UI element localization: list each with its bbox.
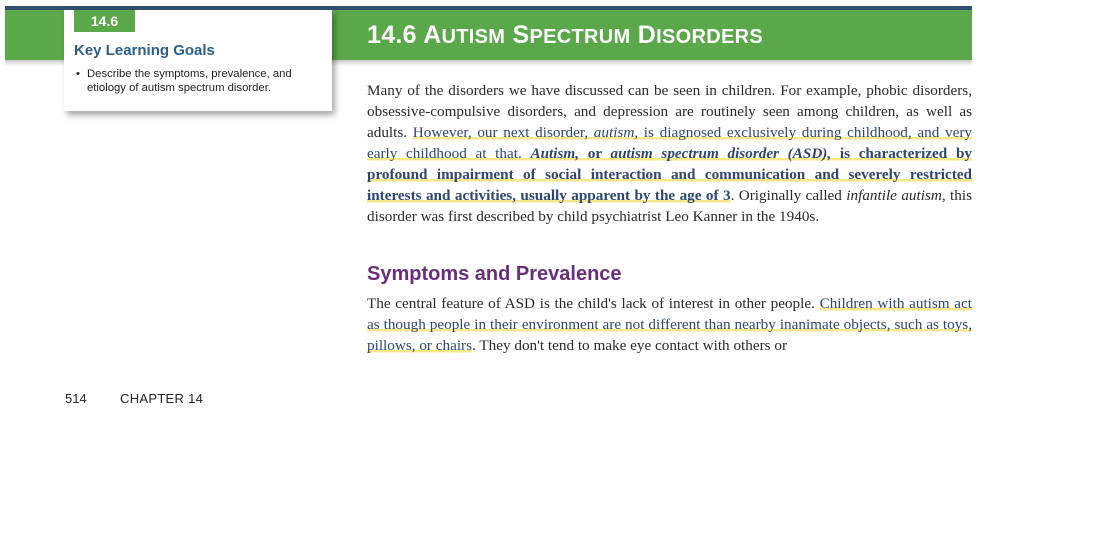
highlight-1: However, our next disorder, autism, is diagnosed exclusively during childhood, and very early childhood at that. [367, 124, 973, 162]
goals-list-item [76, 67, 326, 95]
section-title: 14.6 AUTISM SPECTRUM DISORDERS [367, 21, 763, 49]
goals-item-text: Describe the symptoms, prevalence, and etiology of autism spectrum disorder. [87, 68, 292, 94]
bullet-icon: • [76, 68, 80, 80]
term-asd: autism spectrum disorder (ASD), [610, 145, 832, 162]
chapter-label: CHAPTER 14 [120, 391, 204, 406]
definition-text: is characterized by profound impairment of social interaction and communication and severely restricted interests and activities, usually apparent by the age of 3 [367, 145, 972, 204]
subsection-heading: Symptoms and Prevalence [367, 263, 622, 285]
term-autism: Autism, [530, 145, 580, 162]
key-learning-goals-box [64, 10, 332, 111]
symptoms-paragraph: The central feature of ASD is the child's lack of interest in other people. Children with autism act as though people in their environment are not different than nearby inanimate objects, such as toys, pillows, or chairs. They don't tend to make eye contact with others or [367, 295, 972, 354]
page-number: 514 [65, 391, 87, 406]
goals-title: Key Learning Goals [74, 42, 215, 59]
highlight-2: Children with autism act as though people in their environment are not different than nearby inanimate objects, such as toys, pillows, or chairs [367, 295, 972, 354]
goals-section-number: 14.6 [74, 10, 135, 32]
definition-highlight: Autism, or autism spectrum disorder (ASD), is characterized by profound impairment of social interaction and communication and severely restricted interests and activities, usually apparent by the age of 3 [367, 145, 972, 204]
intro-paragraph: Many of the disorders we have discussed can be seen in children. For example, phobic disorders, obsessive-compulsive disorders, and depression are routinely seen among children, as well as adults. However, our next disorder, autism, is diagnosed exclusively during childhood, and very early childhood at that. Autism, or autism spectrum disorder (ASD), is characterized by profound impairment of social interaction and communication and severely restricted interests and activities, usually apparent by the age of 3. Originally called infantile autism, this disorder was first described by child psychiatrist Leo Kanner in the 1940s. [367, 82, 973, 225]
